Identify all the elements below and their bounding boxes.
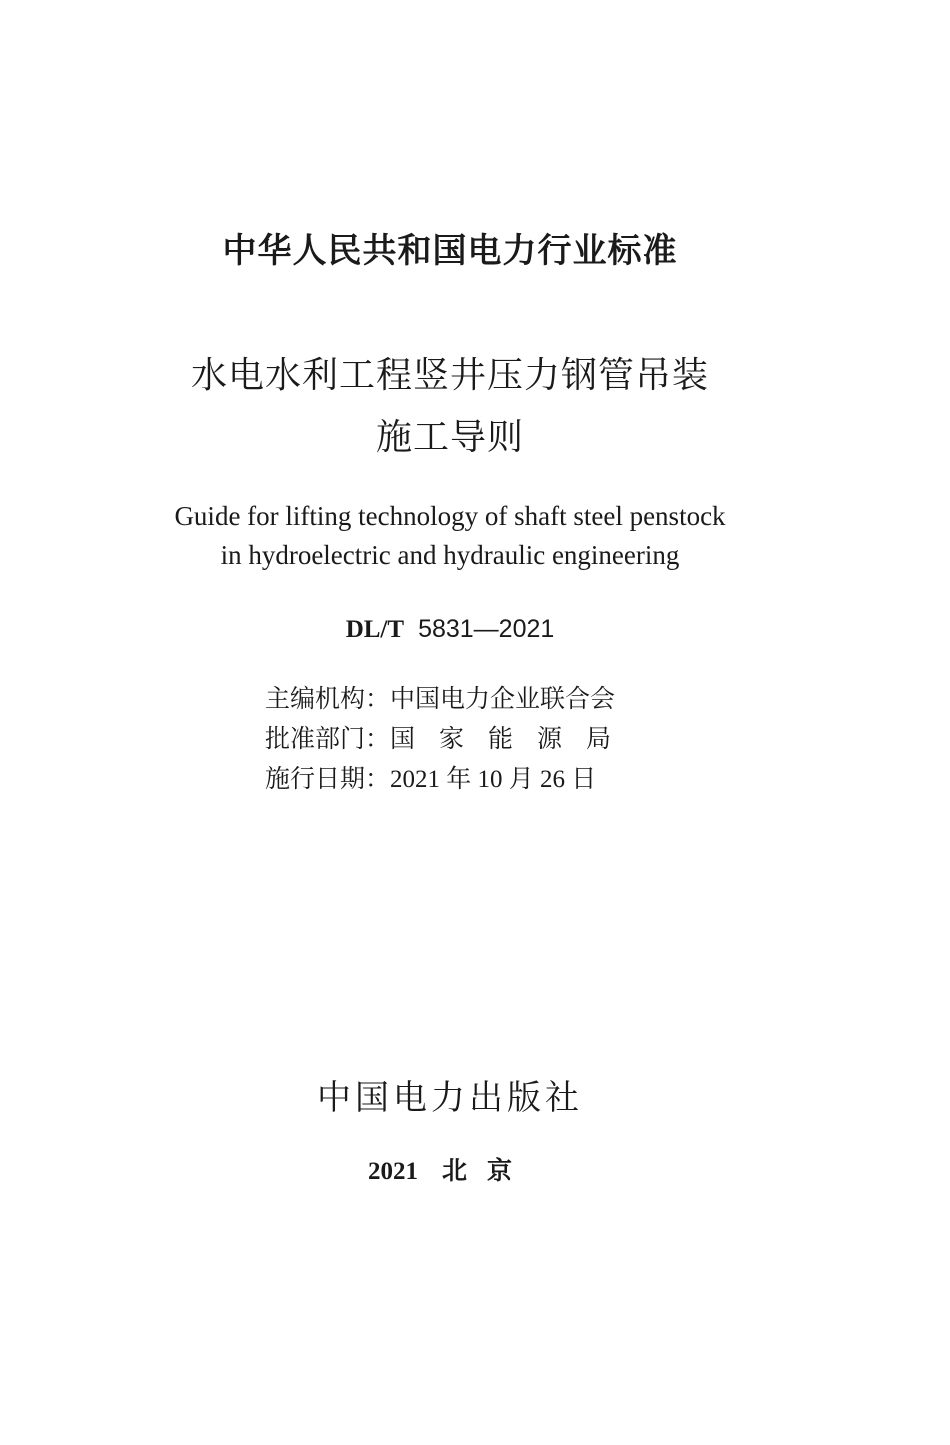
industry-standard-heading: 中华人民共和国电力行业标准 (222, 231, 678, 271)
chief-editor-row (265, 682, 685, 716)
title-en-line-2: in hydroelectric and hydraulic engineering (220, 540, 680, 570)
chief-editor-label: 主编机构： (265, 684, 391, 713)
approval-row (265, 722, 685, 756)
publisher-name: 中国电力出版社 (317, 1078, 583, 1118)
title-cn-line-2: 施工导则 (375, 417, 524, 458)
standard-code: DL/T (345, 616, 405, 643)
approval-value: 国家能源局 (390, 724, 636, 753)
title-en-line-1: Guide for lifting technology of shaft steel penstock (174, 501, 726, 531)
publication-year-place (0, 1154, 900, 1189)
standard-number (0, 612, 900, 647)
publication-place: 北京 (441, 1156, 532, 1185)
effective-date-value: 2021 年 10 月 26 日 (390, 766, 597, 793)
title-cn-line-1: 水电水利工程竖井压力钢管吊装 (190, 355, 709, 396)
approval-label: 批准部门： (265, 724, 391, 753)
chief-editor-value: 中国电力企业联合会 (390, 684, 616, 713)
effective-date-row (265, 762, 685, 797)
publication-year: 2021 (367, 1158, 418, 1185)
effective-date-label: 施行日期： (265, 764, 391, 793)
standard-year-number: 5831—2021 (418, 615, 555, 643)
